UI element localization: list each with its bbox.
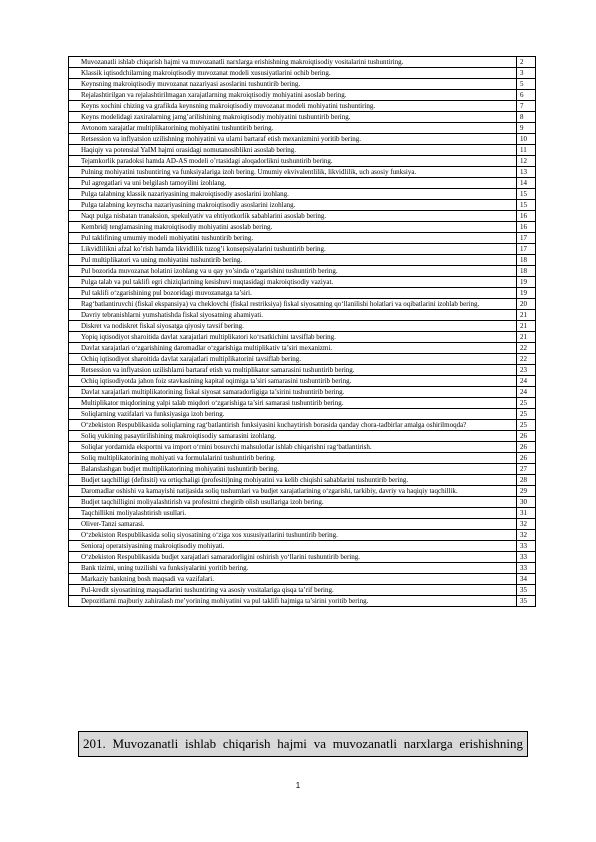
toc-row [69,255,536,266]
toc-row [69,387,536,398]
toc-row [69,68,536,79]
toc-entry-page: 25 [517,398,536,409]
toc-entry-text: Multiplikator miqdorining yalpi talab miqdori o‘zgarishiga ta’siri samarasi tushuntirib bering. [69,398,517,409]
toc-row [69,211,536,222]
toc-row [69,112,536,123]
toc-row [69,277,536,288]
toc-entry-text: Senioraj operatsiyasining makroiqtisodiy mohiyati. [69,541,517,552]
toc-entry-text: Markaziy bankning bosh maqsadi va vazifalari. [69,574,517,585]
toc-entry-page: 34 [517,574,536,585]
toc-row [69,541,536,552]
toc-entry-text: Soliq multiplikatorining mohiyati va formulalarini tushuntirib bering. [69,453,517,464]
toc-entry-page: 19 [517,288,536,299]
toc-entry-text: Pulning mohiyatini tushuntiring va funksiyalariga izoh bering. Umumiy ekvivalentlilik, likvidlilik, uch asosiy funksiya. [69,167,517,178]
toc-entry-text: O‘zbekiston Respublikasida budjet xarajatlari samaradorligini oshirish yo‘llarini tushuntirib bering. [69,552,517,563]
toc-row [69,189,536,200]
toc-entry-page: 21 [517,321,536,332]
toc-entry-page: 18 [517,255,536,266]
toc-entry-page: 33 [517,541,536,552]
toc-row [69,486,536,497]
toc-entry-text: Avtonom xarajatlar multiplikatorining mohiyatini tushuntirib bering. [69,123,517,134]
toc-entry-page: 26 [517,453,536,464]
toc-entry-page: 9 [517,123,536,134]
toc-entry-text: Bank tizimi, uning tuzilishi va funksiyalarini yoritib bering. [69,563,517,574]
toc-entry-text: Budjet taqchilligini moliyalashtirish va profesitni chegirib olish usullariga izoh bering. [69,497,517,508]
toc-row [69,354,536,365]
toc-entry-text: Rag‘batlantiruvchi (fiskal ekspansiya) va cheklovchi (fiskal restriksiya) fiskal siyosatning qo‘llanilishi holatlari va oqibatlarini izohlab bering. [69,299,517,310]
toc-row [69,585,536,596]
toc-entry-text: Retsession va inflyatsion uzilishning mohiyatini va ularni bartaraf etish mexanizmini yoritib bering. [69,134,517,145]
toc-row [69,343,536,354]
toc-row [69,178,536,189]
toc-row [69,200,536,211]
toc-row [69,332,536,343]
toc-row [69,233,536,244]
toc-entry-page: 10 [517,134,536,145]
toc-row [69,431,536,442]
toc-entry-text: Budjet taqchilligi (defitsiti) va ortiqchaligi (profesiti)ning mohiyatini va kelib chiqishi sabablarini tushuntirib bering. [69,475,517,486]
toc-entry-text: Pulga talabning keynscha nazariyasining makroiqtisodiy asoslarini izohlang. [69,200,517,211]
toc-row [69,475,536,486]
toc-entry-text: Soliqlarning vazifalari va funksiyasiga izoh bering. [69,409,517,420]
toc-entry-text: O‘zbekiston Respublikasida soliqlarning rag‘batlantirish funksiyasini kuchaytirish borasida qanday chora-tadbirlar amalga oshirilmoqda? [69,420,517,431]
toc-entry-page: 17 [517,233,536,244]
toc-entry-page: 24 [517,387,536,398]
toc-entry-page: 12 [517,156,536,167]
toc-entry-text: Kembridj tenglamasining makroiqtisodiy mohiyatini asoslab bering. [69,222,517,233]
toc-entry-page: 11 [517,145,536,156]
toc-row [69,519,536,530]
toc-entry-page: 6 [517,90,536,101]
toc-entry-page: 29 [517,486,536,497]
toc-row [69,376,536,387]
toc-entry-text: Davlat xarajatlari o‘zgarishining daromadlar o‘zgarishiga multiplikativ ta’siri mexanizmi. [69,343,517,354]
toc-entry-text: Soliqlar yordamida eksportni va import o‘rnini bosuvchi mahsulotlar ishlab chiqarishni rag‘batlantirish. [69,442,517,453]
toc-row [69,563,536,574]
toc-entry-text: Retsession va inflyatsion uzilishlarni bartaraf etish va multiplikator samarasini tushuntirib bering. [69,365,517,376]
toc-entry-page: 16 [517,211,536,222]
toc-entry-page: 25 [517,420,536,431]
toc-entry-page: 35 [517,585,536,596]
toc-entry-page: 22 [517,343,536,354]
toc-entry-text: Pul multiplikatori va uning mohiyatini tushuntirib bering. [69,255,517,266]
toc-row [69,453,536,464]
toc-row [69,310,536,321]
toc-entry-page: 18 [517,266,536,277]
toc-entry-page: 30 [517,497,536,508]
toc-row [69,134,536,145]
toc-entry-page: 15 [517,200,536,211]
toc-entry-text: O‘zbekiston Respublikasida soliq siyosatining o‘ziga xos xususiyatlarini tushuntirib bering. [69,530,517,541]
toc-entry-text: Pulga talabning klassik nazariyasining makroiqtisodiy asoslarini izohlang. [69,189,517,200]
toc-body [69,57,536,607]
toc-entry-page: 7 [517,101,536,112]
toc-row [69,244,536,255]
toc-entry-page: 8 [517,112,536,123]
toc-entry-text: Muvozanatli ishlab chiqarish hajmi va muvozanatli narxlarga erishishning makroiqtisodiy vositalarini tushuntiring. [69,57,517,68]
toc-entry-text: Ochiq iqtisodiyot sharoitida davlat xarajatlari multiplikatorini tavsiflab bering. [69,354,517,365]
toc-entry-text: Depozitlarni majburiy zahiralash me’yorining mohiyatini va pul taklifi hajmiga ta’sirini yoritib bering. [69,596,517,607]
toc-row [69,596,536,607]
toc-entry-page: 33 [517,563,536,574]
toc-entry-text: Davriy tebranishlarni yumshatishda fiskal siyosatning ahamiyati. [69,310,517,321]
toc-row [69,409,536,420]
toc-entry-text: Yopiq iqtisodiyot sharoitida davlat xarajatlari multiplikatori ko‘rsatkichini tavsiflab bering. [69,332,517,343]
toc-entry-page: 20 [517,299,536,310]
toc-entry-text: Keyns modelidagi zaxiralarning jamg’arilishining makroiqtisodiy mohiyatini tushuntirib bering. [69,112,517,123]
toc-entry-page: 15 [517,189,536,200]
toc-entry-page: 13 [517,167,536,178]
toc-entry-text: Soliq yukining pasaytirilishining makroiqtisodiy samarasini izohlang. [69,431,517,442]
toc-entry-page: 27 [517,464,536,475]
toc-entry-text: Pul agregatlari va uni belgilash tamoyilini izohlang. [69,178,517,189]
toc-row [69,101,536,112]
toc-row [69,123,536,134]
toc-row [69,398,536,409]
toc-row [69,552,536,563]
toc-entry-text: Pul taklifining umumiy modeli mohiyatini tushuntirib bering. [69,233,517,244]
toc-entry-text: Taqchillikni moliyalashtirish usullari. [69,508,517,519]
page-number: 1 [295,781,301,790]
toc-entry-page: 33 [517,552,536,563]
toc-entry-page: 32 [517,530,536,541]
toc-row [69,156,536,167]
toc-entry-text: Daromadlar oshishi va kamayishi natijasida soliq tushumlari va budjet xarajatlarining o‘zgarishi, tarkibiy, davriy va haqiqiy taqchillik. [69,486,517,497]
toc-entry-page: 28 [517,475,536,486]
toc-entry-text: Tejamkorlik paradoksi hamda AD-AS modeli o’rtasidagi aloqadorlikni tushuntirib bering. [69,156,517,167]
toc-entry-page: 17 [517,244,536,255]
toc-row [69,266,536,277]
toc-row [69,57,536,68]
toc-entry-text: Rejalashtirilgan va rejalashtirilmagan xarajatlarning makroiqtisodiy mohiyatini asoslab bering. [69,90,517,101]
toc-row [69,222,536,233]
toc-entry-page: 32 [517,519,536,530]
toc-entry-page: 25 [517,409,536,420]
toc-entry-page: 22 [517,354,536,365]
toc-row [69,145,536,156]
toc-entry-text: Naqt pulga nisbatan tranaksion, spekulyativ va ehtiyotkorlik sabablarini asoslab bering. [69,211,517,222]
toc-entry-text: Davlat xarajatlari multiplikatorining fiskal siyosat samaradorligiga ta’sirini tushuntirib bering. [69,387,517,398]
toc-entry-page: 19 [517,277,536,288]
toc-row [69,420,536,431]
toc-entry-page: 35 [517,596,536,607]
toc-entry-page: 5 [517,79,536,90]
toc-row [69,508,536,519]
toc-row [69,365,536,376]
toc-entry-page: 31 [517,508,536,519]
toc-row [69,497,536,508]
toc-entry-text: Pul taklifi o‘zgarishining pul bozoridagi muvozanatga ta’siri. [69,288,517,299]
table-of-contents [68,56,536,607]
toc-entry-page: 3 [517,68,536,79]
toc-entry-text: Ochiq iqtisodiyotda jahon foiz stavkasining kapital oqimiga ta’siri samarasini tushuntirib bering. [69,376,517,387]
toc-entry-page: 14 [517,178,536,189]
toc-row [69,530,536,541]
toc-entry-text: Klassik iqtisodchilarning makroiqtisodiy muvozanat modeli xususiyatlarini ochib bering. [69,68,517,79]
toc-entry-text: Pul bozorida muvozanat holatini izohlang va u qay yo’sinda o‘zgarishini tushuntirib bering. [69,266,517,277]
toc-entry-page: 21 [517,310,536,321]
toc-entry-text: Oliver-Tanzi samarasi. [69,519,517,530]
toc-entry-page: 26 [517,431,536,442]
toc-entry-page: 21 [517,332,536,343]
toc-row [69,464,536,475]
toc-row [69,79,536,90]
toc-entry-page: 23 [517,365,536,376]
toc-entry-page: 26 [517,442,536,453]
toc-row [69,299,536,310]
toc-row [69,442,536,453]
toc-entry-page: 16 [517,222,536,233]
toc-entry-page: 2 [517,57,536,68]
toc-row [69,288,536,299]
toc-row [69,574,536,585]
toc-entry-text: Keyns xochini chizing va grafikda keynsning makroiqtisodiy muvozanat modeli mohiyatini tushuntiring. [69,101,517,112]
toc-row [69,90,536,101]
toc-entry-text: Balanslashgan budjet multiplikatorining mohiyatini tushuntirib bering. [69,464,517,475]
section-heading: 201. Muvozanatli ishlab chiqarish hajmi va muvozanatli narxlarga erishishning [78,731,528,757]
toc-entry-text: Pul-kredit siyosatining maqsadlarini tushuntiring va asosiy vositalariga qisqa ta’rif bering. [69,585,517,596]
toc-row [69,167,536,178]
toc-entry-text: Keynsning makroiqtisodiy muvozanat nazariyasi asoslarini tushuntirib bering. [69,79,517,90]
toc-row [69,321,536,332]
toc-entry-page: 24 [517,376,536,387]
toc-entry-text: Likvidlilikni afzal ko’rish hamda likvidlilik tuzog’i konsepsiyalarini tushuntirib bering. [69,244,517,255]
toc-entry-text: Diskret va nodiskret fiskal siyosatga qiyosiy tavsif bering. [69,321,517,332]
toc-entry-text: Pulga talab va pul taklifi egri chiziqlarining kesishuvi nuqtasidagi makroiqtisodiy vaziyat. [69,277,517,288]
toc-entry-text: Haqiqiy va potensial YaIM hajmi orasidagi nomutanosiblikni asoslab bering. [69,145,517,156]
